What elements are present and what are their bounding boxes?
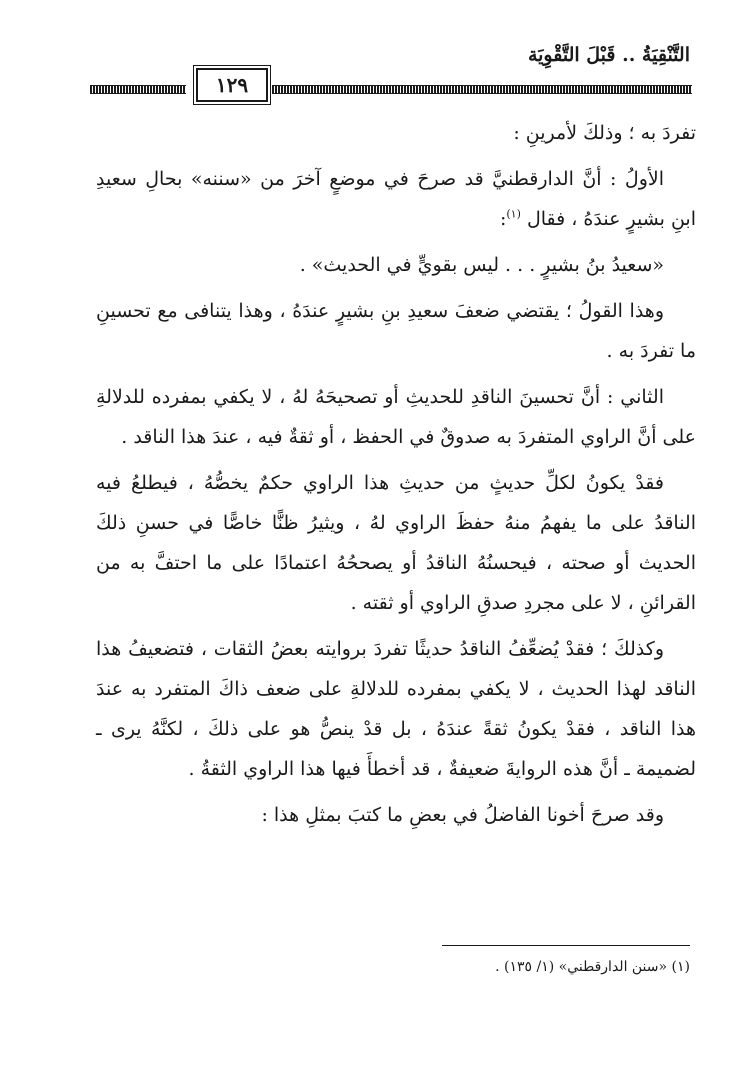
footnote-ref-1[interactable]: (١) bbox=[506, 207, 521, 221]
paragraph-6: وكذلكَ ؛ فقدْ يُضعِّفُ الناقدُ حديثًا تفردَ بروايته بعضُ الثقات ، فتضعيفُ هذا الناقد لهذا الحديث ، لا يكفي بمفرده للدلالةِ على ضعف ذاكَ المتفرد به عندَ هذا الناقد ، فقدْ يكونُ ثقةً عندَهُ ، بل قدْ ينصُّ هو على ذلكَ ، لكنَّهُ يرى ـ لضميمة ـ أنَّ هذه الروايةَ ضعيفةٌ ، قد أخطأَ فيها هذا الراوي الثقةُ . bbox=[96, 638, 696, 780]
paragraph-2-text: الأولُ : أنَّ الدارقطنيَّ قد صرحَ في موضعٍ آخرَ من «سننه» بحالِ سعيدِ ابنِ بشيرٍ عندَهُ ، فقال bbox=[96, 168, 696, 230]
footnote-1: (١) «سنن الدارقطني» (١/ ١٣٥) . bbox=[495, 959, 690, 975]
paragraph-3: وهذا القولُ ؛ يقتضي ضعفَ سعيدِ بنِ بشيرٍ عندَهُ ، وهذا يتنافى مع تحسينِ ما تفردَ به . bbox=[96, 300, 696, 362]
paragraph-7: وقد صرحَ أخونا الفاضلُ في بعضِ ما كتبَ بمثلِ هذا : bbox=[261, 804, 664, 826]
header-rule-right bbox=[272, 85, 692, 94]
footnote-separator bbox=[442, 945, 690, 946]
page-number: ١٢٩ bbox=[196, 68, 268, 102]
quotation: «سعيدُ بنُ بشيرٍ . . . ليس بقويٍّ في الحديث» . bbox=[299, 254, 664, 276]
paragraph-2 bbox=[96, 159, 696, 239]
header-rule-left bbox=[90, 85, 186, 94]
paragraph-1: تفردَ به ؛ وذلكَ لأمرينِ : bbox=[513, 122, 696, 144]
main-text bbox=[96, 113, 696, 841]
running-title: التَّنْقِيَةُ .. قَبْلَ التَّقْوِيَة bbox=[527, 44, 690, 66]
paragraph-5: فقدْ يكونُ لكلِّ حديثٍ من حديثِ هذا الراوي حكمٌ يخصُّهُ ، فيطلعُ فيه الناقدُ على ما يفهمُ منهُ حفظَ الراوي لهُ ، ويثيرُ ظنًّا خاصًّا في حسنِ ذلكَ الحديث أو صحته ، فيحسنُهُ الناقدُ أو يصححُهُ اعتمادًا على ما احتفَّ به من القرائنِ ، لا على مجردِ صدقِ الراوي أو ثقته . bbox=[96, 472, 696, 614]
paragraph-2-colon: : bbox=[499, 208, 507, 230]
paragraph-4: الثاني : أنَّ تحسينَ الناقدِ للحديثِ أو تصحيحَهُ لهُ ، لا يكفي بمفرده للدلالةِ على أنَّ الراوي المتفردَ به صدوقٌ في الحفظ ، أو ثقةٌ فيه ، عندَ هذا الناقد . bbox=[96, 386, 696, 448]
